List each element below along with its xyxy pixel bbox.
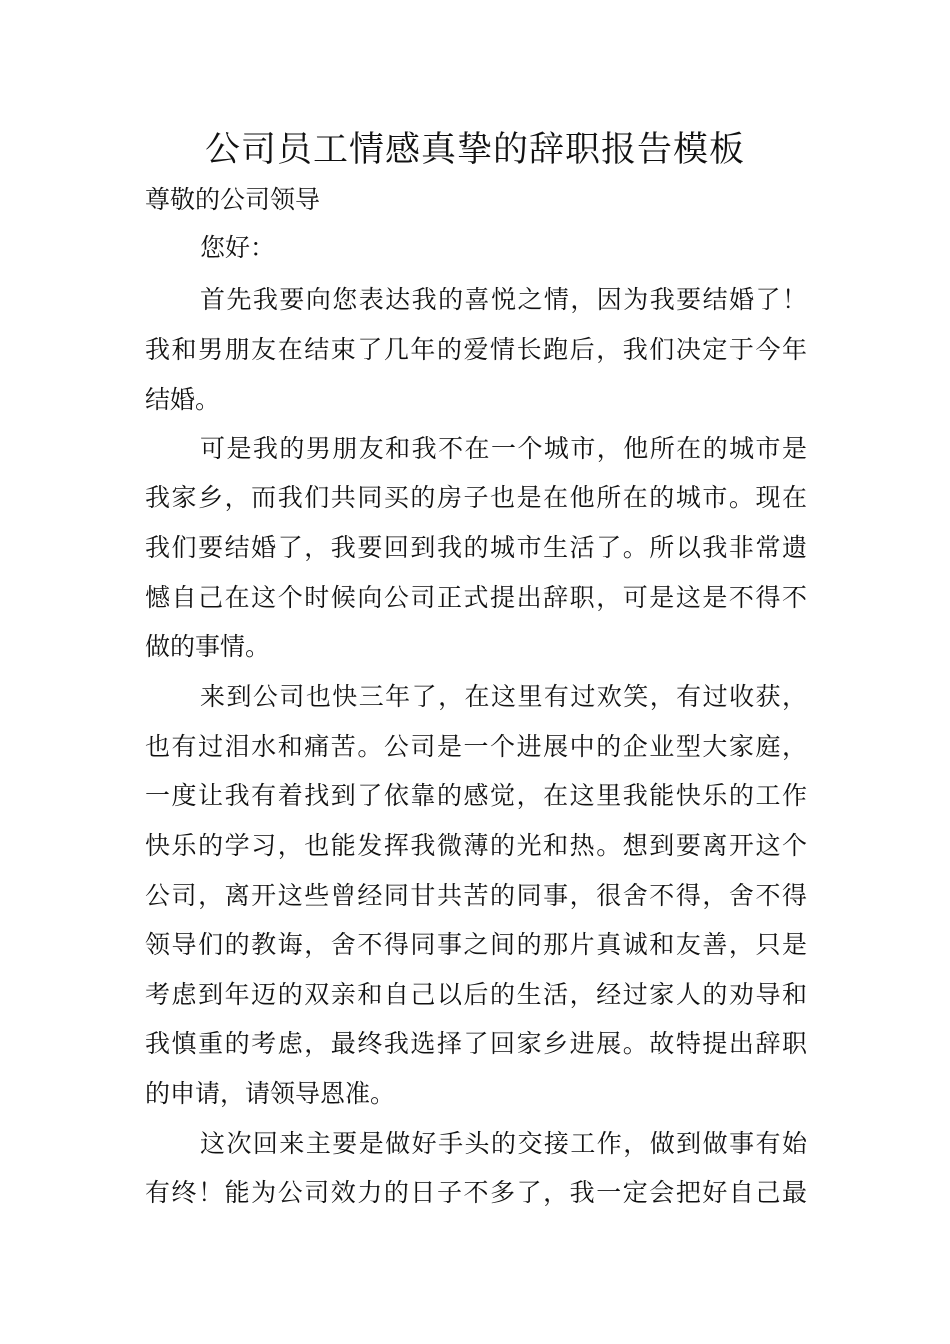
paragraph-line: 我和男朋友在结束了几年的爱情长跑后，我们决定于今年 bbox=[145, 335, 807, 364]
paragraph-line: 快乐的学习，也能发挥我微薄的光和热。想到要离开这个 bbox=[145, 831, 807, 860]
paragraph-line: 也有过泪水和痛苦。公司是一个进展中的企业型大家庭， bbox=[145, 732, 807, 761]
paragraph-line: 的申请，请领导恩准。 bbox=[145, 1079, 396, 1108]
paragraph-line: 来到公司也快三年了，在这里有过欢笑，有过收获， bbox=[200, 682, 807, 711]
paragraph-line: 有终！能为公司效力的日子不多了，我一定会把好自己最 bbox=[145, 1178, 807, 1207]
paragraph-line: 考虑到年迈的双亲和自己以后的生活，经过家人的劝导和 bbox=[145, 980, 807, 1009]
paragraph-line: 我们要结婚了，我要回到我的城市生活了。所以我非常遗 bbox=[145, 533, 807, 562]
greeting: 您好： bbox=[200, 233, 276, 262]
salutation: 尊敬的公司领导 bbox=[145, 185, 321, 214]
paragraph-line: 我慎重的考虑，最终我选择了回家乡进展。故特提出辞职 bbox=[145, 1029, 807, 1058]
paragraph-line: 领导们的教诲，舍不得同事之间的那片真诚和友善，只是 bbox=[145, 930, 807, 959]
paragraph-line: 公司，离开这些曾经同甘共苦的同事，很舍不得，舍不得 bbox=[145, 881, 807, 910]
paragraph-line: 可是我的男朋友和我不在一个城市，他所在的城市是 bbox=[200, 434, 807, 463]
paragraph-line: 这次回来主要是做好手头的交接工作，做到做事有始 bbox=[200, 1129, 807, 1158]
paragraph-line: 首先我要向您表达我的喜悦之情，因为我要结婚了！ bbox=[200, 285, 807, 314]
document-title: 公司员工情感真挚的辞职报告模板 bbox=[204, 130, 745, 170]
paragraph-line: 做的事情。 bbox=[145, 632, 271, 661]
paragraph-line: 我家乡，而我们共同买的房子也是在他所在的城市。现在 bbox=[145, 483, 807, 512]
paragraph-line: 结婚。 bbox=[145, 385, 221, 414]
paragraph-line: 一度让我有着找到了依靠的感觉，在这里我能快乐的工作 bbox=[145, 781, 807, 810]
paragraph-line: 憾自己在这个时候向公司正式提出辞职，可是这是不得不 bbox=[145, 583, 807, 612]
